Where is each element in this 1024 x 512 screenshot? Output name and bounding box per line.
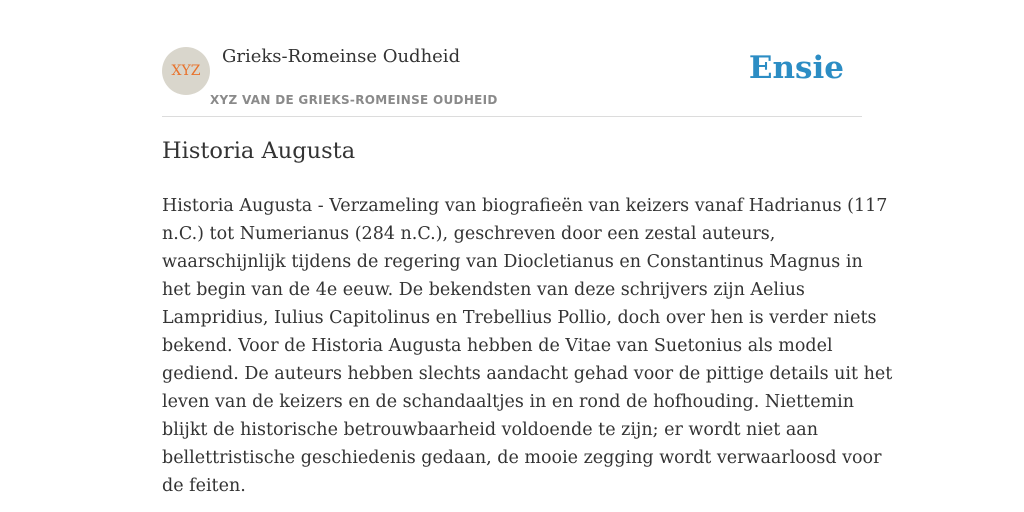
source-subtitle: XYZ VAN DE GRIEKS-ROMEINSE OUDHEID — [210, 93, 498, 107]
article-body-line: bellettristische geschiedenis gedaan, de mooie zegging wordt verwaarloosd voor — [162, 448, 882, 468]
article-body-line: waarschijnlijk tijdens de regering van Diocletianus en Constantinus Magnus in — [162, 252, 863, 272]
article-body-line: n.C.) tot Numerianus (284 n.C.), geschreven door een zestal auteurs, — [162, 224, 776, 244]
article-body-line: de feiten. — [162, 476, 246, 496]
source-title-link[interactable]: Grieks-Romeinse Oudheid — [222, 46, 461, 67]
article-body-line: het begin van de 4e eeuw. De bekendsten van deze schrijvers zijn Aelius — [162, 280, 805, 300]
article-body-line: blijkt de historische betrouwbaarheid voldoende te zijn; er wordt niet aan — [162, 420, 819, 440]
article-body-line: Lampridius, Iulius Capitolinus en Trebellius Pollio, doch over hen is verder niets — [162, 308, 877, 328]
article-body-line: bekend. Voor de Historia Augusta hebben de Vitae van Suetonius als model — [162, 336, 833, 356]
article-body — [162, 192, 893, 500]
article-body-line: leven van de keizers en de schandaaltjes in en rond de hofhouding. Niettemin — [162, 392, 855, 412]
source-avatar[interactable]: XYZ — [162, 47, 210, 95]
ensie-logo[interactable]: Ensie — [748, 50, 844, 86]
article-body-line: gediend. De auteurs hebben slechts aandacht gehad voor de pittige details uit het — [162, 364, 893, 384]
source-header — [162, 40, 862, 117]
article-title: Historia Augusta — [162, 138, 356, 164]
article-body-line: Historia Augusta - Verzameling van biografieën van keizers vanaf Hadrianus (117 — [162, 196, 888, 216]
